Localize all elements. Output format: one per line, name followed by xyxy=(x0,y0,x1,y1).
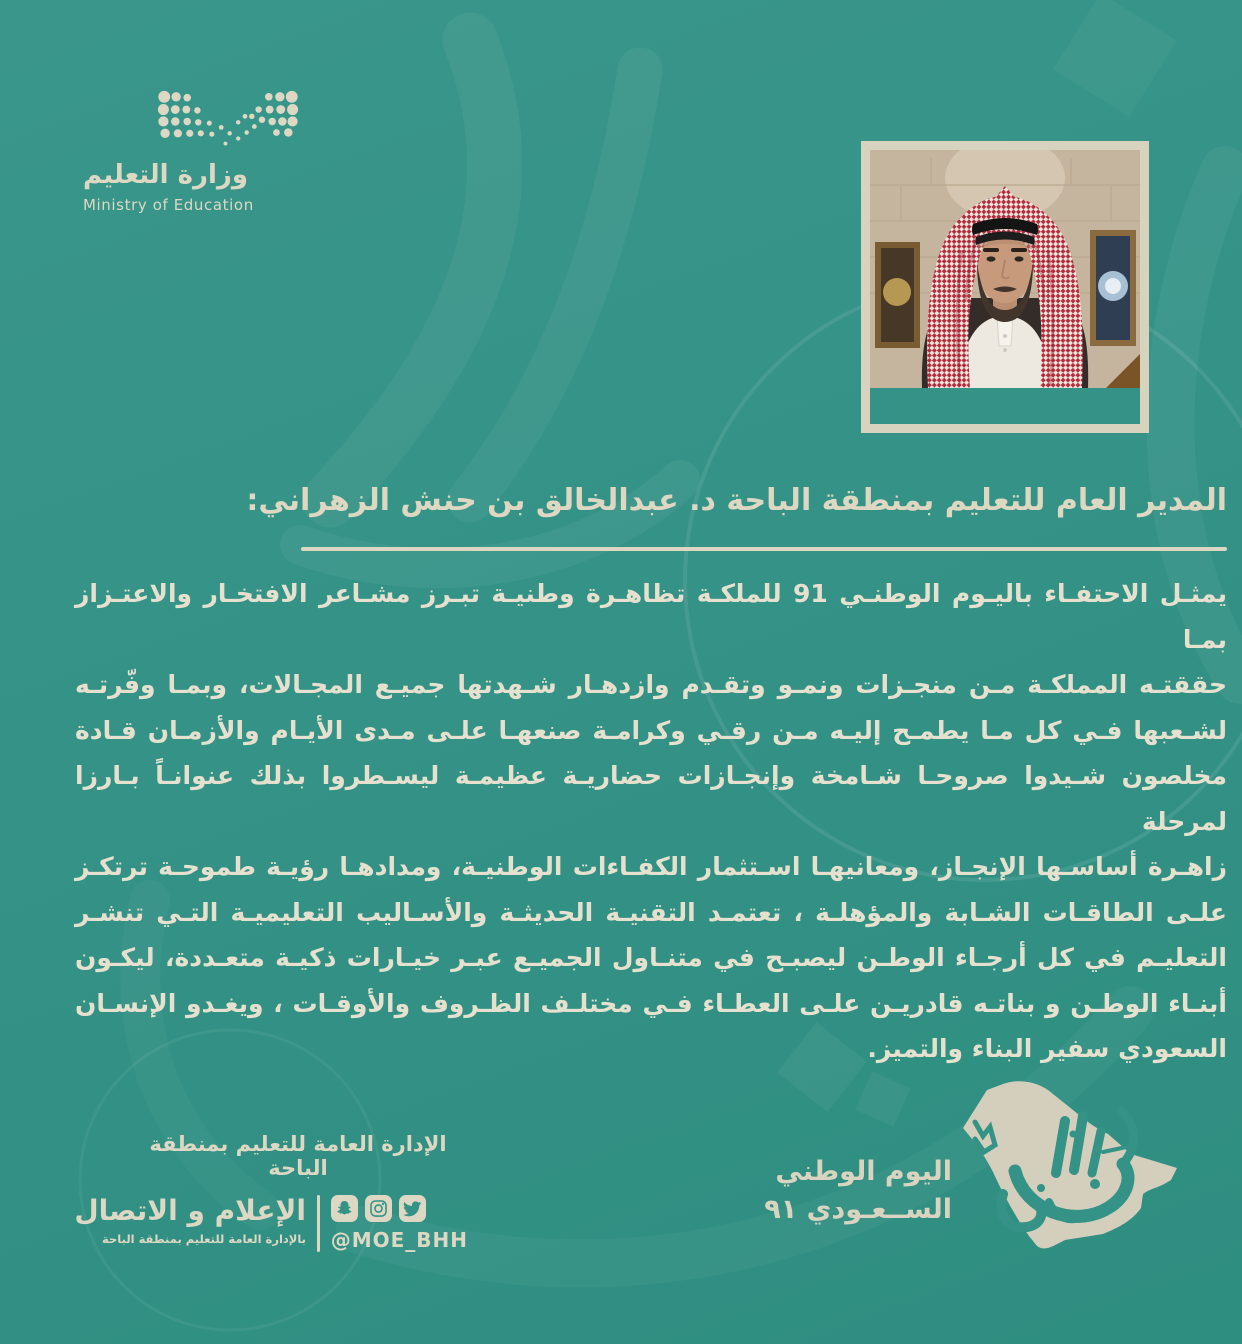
divider xyxy=(317,1195,320,1252)
social-block xyxy=(331,1195,468,1252)
media-office-subtitle: بالإدارة العامة للتعليم بمنطقة الباحة xyxy=(102,1232,306,1246)
instagram-icon xyxy=(365,1195,392,1222)
statement-line: يمثـل الاحتفـاء باليـوم الوطنـي 91 للملكـة تظاهـرة وطنيـة تبـرز مشـاعر الافتخـار والاعتـزاز بمـا xyxy=(75,579,1227,654)
wall-frame-right xyxy=(1090,230,1136,346)
national-day-title xyxy=(762,1153,952,1229)
statement-line: علـى الطاقـات الشـابة والمؤهلـة ، تعتمـد التقنيـة الحديثـة والأسـاليب التعليميـة التـي تنشـر xyxy=(75,897,1227,927)
moe-logo xyxy=(83,84,353,214)
social-icons xyxy=(331,1195,468,1222)
moe-title-arabic: وزارة التعليم xyxy=(83,160,248,190)
statement-line: السعودي سفير البناء والتميز. xyxy=(867,1034,1227,1063)
statement-heading: المدير العام للتعليم بمنطقة الباحة د. عبدالخالق بن حنش الزهراني: xyxy=(246,483,1227,518)
portrait-photo xyxy=(870,150,1140,388)
statement-section xyxy=(75,481,1227,1072)
statement-line: أبنـاء الوطـن و بناتـه قادريـن علـى العطـاء فـي مختلـف الظـروف والأوقـات ، ويغـدو الإنسـان xyxy=(75,988,1227,1018)
media-office xyxy=(74,1194,306,1252)
moe-title-english: Ministry of Education xyxy=(83,196,254,214)
national-day-line2: الســعـودي ٩١ xyxy=(764,1194,952,1225)
statement-line: زاهـرة أساسـها الإنجـاز، ومعانيهـا اسـتثمار الكفـاءات الوطنيـة، ومدادهـا رؤيـة طموحـة ترتكـز xyxy=(75,852,1227,881)
portrait-frame xyxy=(861,141,1149,433)
statement-line: حققتـه المملكـة مـن منجـزات ونمـو وتقـدم وازدهـار شـهدتها جميـع المجـالات، وبمـا وفّرتـه xyxy=(75,670,1227,699)
statement-line: لشـعبها فـي كل مـا يطمـح إليـه مـن رقـي وكرامـة صنعهـا علـى مـدى الأيـام والأزمـان قـادة xyxy=(75,715,1227,745)
wall-frame-left xyxy=(875,242,920,348)
footer-admin-block xyxy=(74,1132,468,1252)
saudi-map-logo-icon xyxy=(945,1076,1185,1260)
media-office-row xyxy=(74,1194,468,1252)
snapchat-icon xyxy=(331,1195,358,1222)
moe-dots-icon xyxy=(143,84,313,147)
heading-rule xyxy=(301,547,1227,551)
media-office-title: الإعلام و الاتصال xyxy=(74,1194,306,1227)
department-title: الإدارة العامة للتعليم بمنطقة الباحة xyxy=(149,1132,447,1180)
statement-line: مخلصون شـيدوا صروحـا شـامخة وإنجـازات حضاريـة عظيمـة ليسـطروا بذلك عنوانـاً بـارزا لمرحلة xyxy=(75,761,1227,836)
statement-line: التعليـم في كل أرجـاء الوطـن ليصبـح في متنـاول الجميـع عبـر خيـارات ذكيـة متعـددة، ليكـون xyxy=(75,943,1227,972)
statement-body xyxy=(75,571,1227,1072)
national-day-line1: اليوم الوطني xyxy=(775,1156,952,1187)
twitter-icon xyxy=(399,1195,426,1222)
social-handle: @MOE_BHH xyxy=(330,1228,468,1252)
